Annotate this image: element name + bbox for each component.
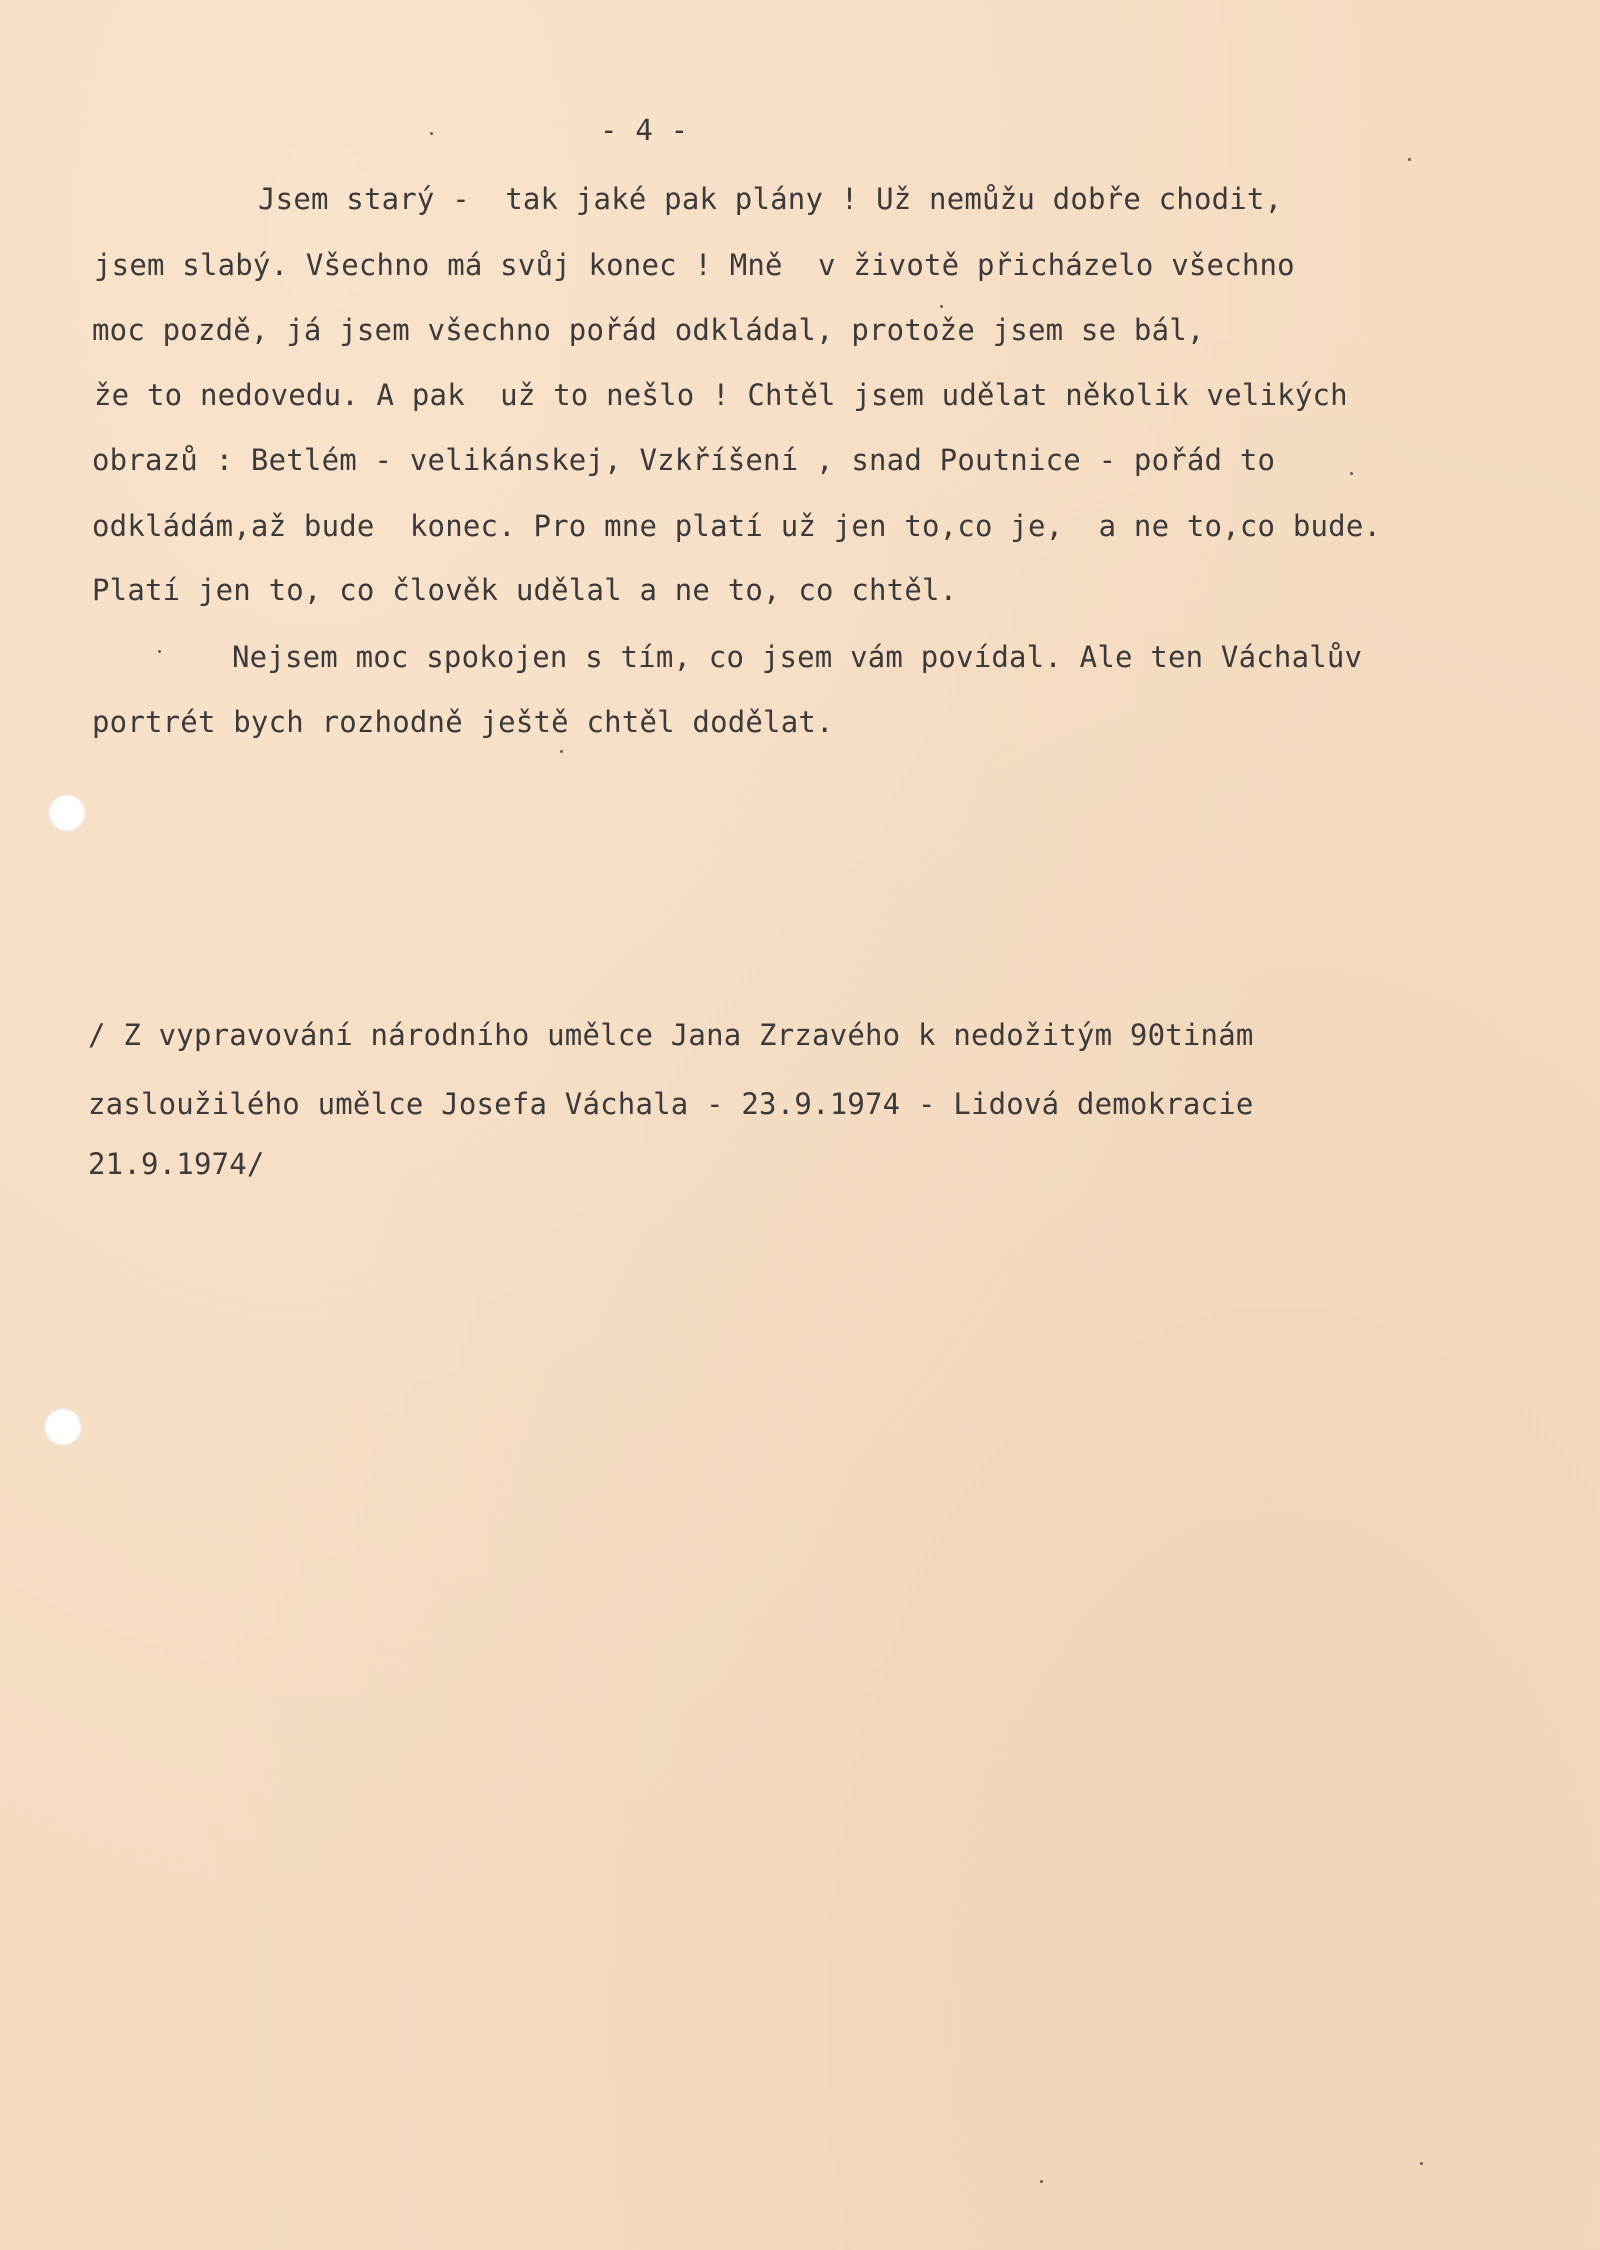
punch-hole-bottom <box>44 1408 82 1446</box>
paragraph2-line-1: Nejsem moc spokojen s tím, co jsem vám povídal. Ale ten Váchalův <box>232 640 1363 674</box>
paper-speck <box>560 750 563 753</box>
paragraph1-line-1: Jsem starý - tak jaké pak plány ! Už nemůžu dobře chodit, <box>258 182 1283 216</box>
paragraph1-line-6: odkládám,až bude konec. Pro mne platí už jen to,co je, a ne to,co bude. <box>92 509 1382 543</box>
paper-speck <box>1408 158 1411 161</box>
paper-speck <box>1420 2162 1423 2165</box>
paragraph1-line-3: moc pozdě, já jsem všechno pořád odkládal, protože jsem se bál, <box>92 313 1205 347</box>
source-note-line-2: zasloužilého umělce Josefa Váchala - 23.9.1974 - Lidová demokracie <box>88 1087 1254 1121</box>
paragraph2-line-2: portrét bych rozhodně ještě chtěl dodělat. <box>92 705 834 739</box>
paragraph1-line-2: jsem slabý. Všechno má svůj konec ! Mně v životě přicházelo všechno <box>94 248 1295 282</box>
paper-speck <box>1040 2180 1043 2183</box>
paper-speck <box>158 650 161 653</box>
paragraph1-line-4: že to nedovedu. A pak už to nešlo ! Chtěl jsem udělat několik velikých <box>94 378 1348 412</box>
paper-speck <box>940 305 943 308</box>
punch-hole-top <box>48 794 86 832</box>
source-note-line-3: 21.9.1974/ <box>88 1147 265 1181</box>
paper-speck <box>1350 472 1353 475</box>
paper-speck <box>430 132 433 135</box>
paragraph1-line-5: obrazů : Betlém - velikánskej, Vzkříšení , snad Poutnice - pořád to <box>92 443 1276 477</box>
source-note-line-1: / Z vypravování národního umělce Jana Zrzavého k nedožitým 90tinám <box>88 1018 1254 1052</box>
paragraph1-line-7: Platí jen to, co člověk udělal a ne to, co chtěl. <box>92 573 958 607</box>
page-number: - 4 - <box>600 113 689 147</box>
